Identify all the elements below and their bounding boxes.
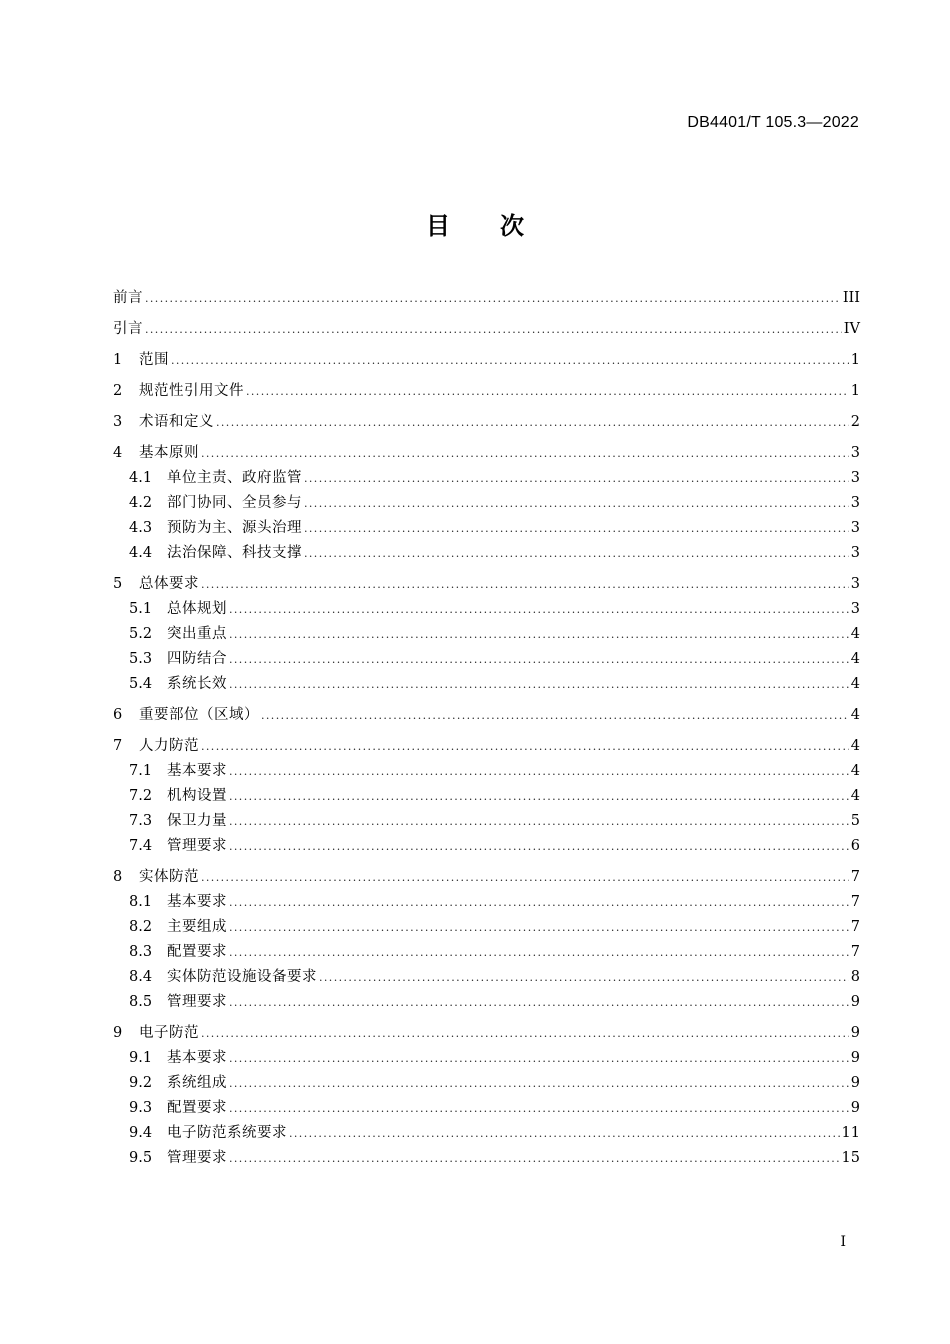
- toc-entry-page: 15: [841, 1150, 860, 1166]
- page-number: I: [840, 1234, 846, 1250]
- toc-entry-page: 6: [850, 838, 860, 854]
- toc-entry[interactable]: [113, 1121, 860, 1146]
- toc-entry-page: 3: [850, 470, 860, 486]
- toc-entry-page: 11: [841, 1125, 860, 1141]
- toc-entry-number: 9.1: [129, 1050, 153, 1066]
- toc-leader-dots: [229, 890, 849, 915]
- toc-entry-number: 5.2: [129, 626, 153, 642]
- toc-entry[interactable]: [113, 379, 860, 404]
- toc-entry[interactable]: [113, 1146, 860, 1171]
- toc-entry-number: 3: [113, 414, 123, 430]
- toc-entry-page: 4: [850, 788, 860, 804]
- toc-entry-page: 9: [850, 994, 860, 1010]
- toc-entry-page: 3: [850, 445, 860, 461]
- toc-leader-dots: [229, 1096, 849, 1121]
- toc-entry-page: 7: [850, 919, 860, 935]
- toc-entry[interactable]: [113, 410, 860, 435]
- toc-entry-number: 5: [113, 576, 123, 592]
- toc-leader-dots: [171, 348, 849, 373]
- toc-entry-label: 范围: [139, 352, 169, 368]
- toc-entry-page: III: [842, 290, 860, 306]
- toc-leader-dots: [145, 317, 842, 342]
- toc-entry-number: 7.4: [129, 838, 153, 854]
- toc-entry-label: 人力防范: [139, 738, 199, 754]
- toc-entry-label: 基本要求: [167, 763, 227, 779]
- toc-leader-dots: [201, 572, 849, 597]
- toc-entry-page: 1: [850, 352, 860, 368]
- toc-entry-number: 5.3: [129, 651, 153, 667]
- toc-entry-number: 9.5: [129, 1150, 153, 1166]
- toc-entry-page: 3: [850, 545, 860, 561]
- toc-entry-number: 2: [113, 383, 123, 399]
- toc-entry-page: IV: [843, 321, 860, 337]
- toc-entry-number: 9: [113, 1025, 123, 1041]
- toc-entry-number: 8.3: [129, 944, 153, 960]
- toc-title: [0, 210, 950, 242]
- toc-entry-number: 9.4: [129, 1125, 153, 1141]
- toc-entry-page: 2: [850, 414, 860, 430]
- toc-entry-page: 5: [850, 813, 860, 829]
- toc-leader-dots: [229, 1146, 840, 1171]
- toc-entry-page: 7: [850, 869, 860, 885]
- toc-entry-number: 7.1: [129, 763, 153, 779]
- toc-leader-dots: [304, 541, 849, 566]
- toc-entry[interactable]: [113, 865, 860, 890]
- toc-entry-page: 4: [850, 738, 860, 754]
- toc-entry-label: 总体要求: [139, 576, 199, 592]
- toc-entry-number: 1: [113, 352, 123, 368]
- toc-leader-dots: [246, 379, 849, 404]
- toc-entry-page: 9: [850, 1100, 860, 1116]
- toc-entry[interactable]: [113, 491, 860, 516]
- toc-entry[interactable]: [113, 915, 860, 940]
- toc-entry-page: 3: [850, 520, 860, 536]
- toc-entry-label: 部门协同、全员参与: [167, 495, 302, 511]
- toc-leader-dots: [229, 622, 849, 647]
- toc-entry-page: 8: [850, 969, 860, 985]
- toc-entry[interactable]: [113, 348, 860, 373]
- toc-entry-number: 8.1: [129, 894, 153, 910]
- toc-entry-label: 管理要求: [167, 838, 227, 854]
- toc-entry[interactable]: [113, 572, 860, 597]
- toc-entry[interactable]: [113, 516, 860, 541]
- toc-leader-dots: [229, 1046, 849, 1071]
- toc-leader-dots: [319, 965, 849, 990]
- toc-entry-page: 4: [850, 676, 860, 692]
- toc-entry[interactable]: [113, 734, 860, 759]
- toc-entry-number: 7: [113, 738, 123, 754]
- toc-entry-label: 系统组成: [167, 1075, 227, 1091]
- toc-leader-dots: [229, 672, 849, 697]
- toc-title-char-1: 目: [426, 212, 450, 240]
- toc-entry-label: 电子防范系统要求: [167, 1125, 287, 1141]
- toc-entry[interactable]: [113, 965, 860, 990]
- toc-entry-page: 4: [850, 707, 860, 723]
- toc-entry-page: 9: [850, 1025, 860, 1041]
- toc-entry-page: 4: [850, 651, 860, 667]
- toc-entry[interactable]: [113, 1096, 860, 1121]
- toc-entry-label: 突出重点: [167, 626, 227, 642]
- toc-entry-label: 实体防范设施设备要求: [167, 969, 317, 985]
- toc-leader-dots: [229, 940, 849, 965]
- toc-leader-dots: [201, 1021, 849, 1046]
- toc-leader-dots: [229, 1071, 849, 1096]
- toc-entry-label: 基本要求: [167, 1050, 227, 1066]
- toc-entry[interactable]: [113, 441, 860, 466]
- toc-entry-page: 3: [850, 576, 860, 592]
- toc-entry[interactable]: [113, 597, 860, 622]
- toc-entry-number: 7.2: [129, 788, 153, 804]
- toc-leader-dots: [145, 286, 841, 311]
- toc-leader-dots: [201, 865, 849, 890]
- toc-entry[interactable]: [113, 809, 860, 834]
- toc-entry-label: 单位主责、政府监管: [167, 470, 302, 486]
- toc-entry-label: 配置要求: [167, 1100, 227, 1116]
- toc-entry-number: 4.1: [129, 470, 153, 486]
- toc-entry[interactable]: [113, 784, 860, 809]
- toc-entry[interactable]: [113, 890, 860, 915]
- toc-entry-label: 管理要求: [167, 1150, 227, 1166]
- toc-entry-label: 基本原则: [139, 445, 199, 461]
- toc-entry-label: 前言: [113, 290, 143, 306]
- toc-entry-page: 3: [850, 495, 860, 511]
- toc-leader-dots: [304, 466, 849, 491]
- toc-entry[interactable]: [113, 1046, 860, 1071]
- toc-leader-dots: [229, 597, 849, 622]
- toc-entry[interactable]: [113, 759, 860, 784]
- toc-entry-number: 9.3: [129, 1100, 153, 1116]
- toc-leader-dots: [201, 734, 849, 759]
- toc-entry-label: 总体规划: [167, 601, 227, 617]
- toc-leader-dots: [229, 809, 849, 834]
- toc-entry-number: 8.2: [129, 919, 153, 935]
- toc-entry-number: 8.5: [129, 994, 153, 1010]
- toc-entry-number: 4: [113, 445, 123, 461]
- toc-entry-label: 配置要求: [167, 944, 227, 960]
- toc-entry[interactable]: [113, 541, 860, 566]
- toc-entry-label: 基本要求: [167, 894, 227, 910]
- toc-entry[interactable]: [113, 286, 860, 311]
- toc-entry-label: 保卫力量: [167, 813, 227, 829]
- toc-entry-label: 重要部位（区域）: [139, 707, 259, 723]
- table-of-contents: [113, 286, 860, 1171]
- toc-leader-dots: [229, 647, 849, 672]
- toc-entry-page: 1: [850, 383, 860, 399]
- toc-entry-page: 3: [850, 601, 860, 617]
- toc-leader-dots: [201, 441, 849, 466]
- toc-leader-dots: [229, 915, 849, 940]
- toc-leader-dots: [229, 834, 849, 859]
- toc-entry-number: 4.2: [129, 495, 153, 511]
- toc-entry[interactable]: [113, 1071, 860, 1096]
- toc-title-char-2: 次: [500, 212, 524, 240]
- toc-entry-label: 主要组成: [167, 919, 227, 935]
- toc-entry-number: 5.1: [129, 601, 153, 617]
- document-code: DB4401/T 105.3—2022: [687, 114, 859, 131]
- toc-entry-number: 7.3: [129, 813, 153, 829]
- toc-leader-dots: [304, 516, 849, 541]
- toc-leader-dots: [304, 491, 849, 516]
- toc-entry-label: 电子防范: [139, 1025, 199, 1041]
- toc-entry[interactable]: [113, 834, 860, 859]
- toc-leader-dots: [289, 1121, 840, 1146]
- toc-entry-page: 9: [850, 1050, 860, 1066]
- toc-entry[interactable]: [113, 990, 860, 1015]
- toc-entry[interactable]: [113, 940, 860, 965]
- toc-entry-label: 四防结合: [167, 651, 227, 667]
- toc-entry-page: 9: [850, 1075, 860, 1091]
- toc-entry-label: 系统长效: [167, 676, 227, 692]
- toc-entry[interactable]: [113, 703, 860, 728]
- toc-entry-number: 8: [113, 869, 123, 885]
- toc-entry[interactable]: [113, 622, 860, 647]
- toc-entry-label: 预防为主、源头治理: [167, 520, 302, 536]
- toc-entry-number: 5.4: [129, 676, 153, 692]
- toc-leader-dots: [229, 990, 849, 1015]
- toc-entry[interactable]: [113, 647, 860, 672]
- toc-entry-page: 7: [850, 944, 860, 960]
- toc-entry-label: 引言: [113, 321, 143, 337]
- toc-entry[interactable]: [113, 1021, 860, 1046]
- toc-entry-page: 4: [850, 763, 860, 779]
- toc-entry-label: 实体防范: [139, 869, 199, 885]
- toc-entry-label: 管理要求: [167, 994, 227, 1010]
- toc-entry-label: 规范性引用文件: [139, 383, 244, 399]
- toc-entry-number: 4.4: [129, 545, 153, 561]
- toc-leader-dots: [229, 759, 849, 784]
- toc-entry-number: 9.2: [129, 1075, 153, 1091]
- toc-entry[interactable]: [113, 466, 860, 491]
- toc-entry-label: 机构设置: [167, 788, 227, 804]
- toc-entry-number: 4.3: [129, 520, 153, 536]
- toc-entry[interactable]: [113, 317, 860, 342]
- toc-entry-number: 6: [113, 707, 123, 723]
- toc-leader-dots: [229, 784, 849, 809]
- toc-leader-dots: [216, 410, 849, 435]
- toc-entry-page: 7: [850, 894, 860, 910]
- toc-entry-page: 4: [850, 626, 860, 642]
- toc-leader-dots: [261, 703, 849, 728]
- toc-entry[interactable]: [113, 672, 860, 697]
- toc-entry-label: 术语和定义: [139, 414, 214, 430]
- toc-entry-number: 8.4: [129, 969, 153, 985]
- toc-entry-label: 法治保障、科技支撑: [167, 545, 302, 561]
